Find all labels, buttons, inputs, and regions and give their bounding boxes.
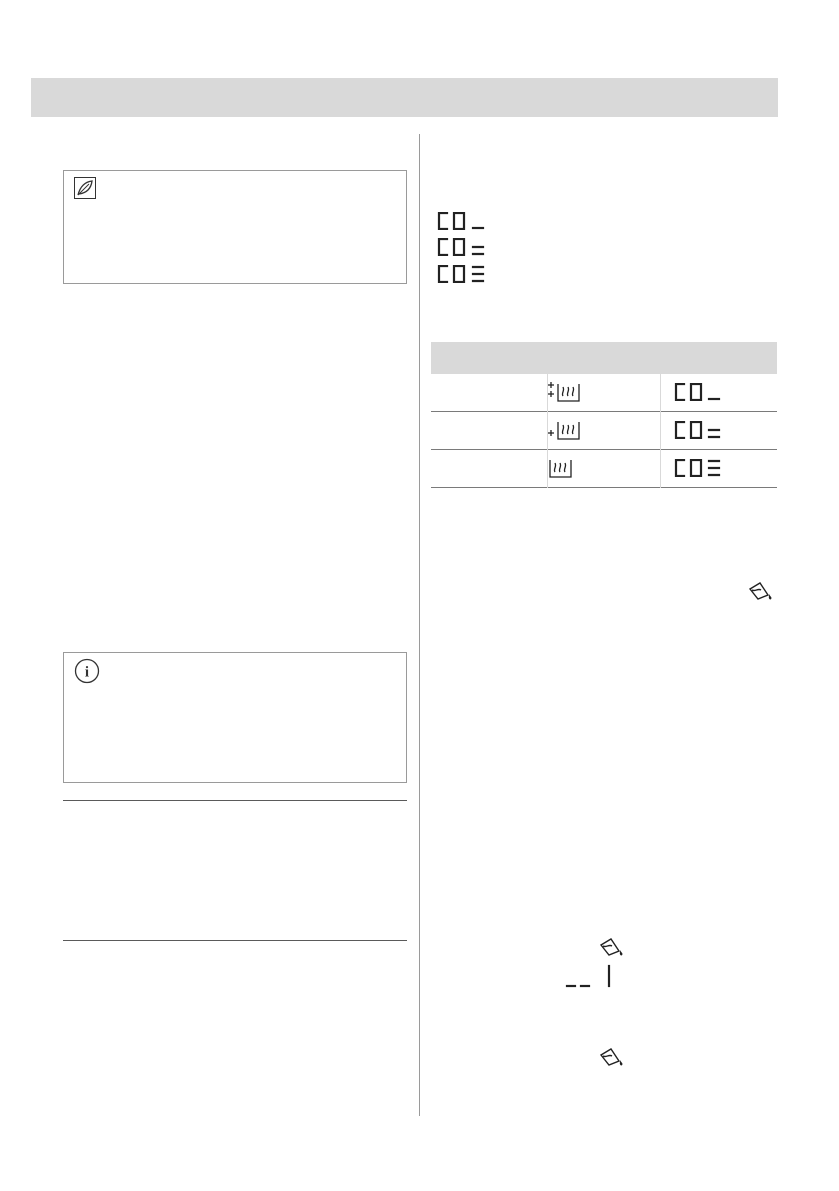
display-code-co-level-3 <box>437 265 487 283</box>
codes-table-header <box>431 342 777 374</box>
rinse-aid-icon <box>748 581 774 608</box>
heat-plus-icon <box>545 418 581 447</box>
display-code-co-level-1 <box>437 212 487 230</box>
table-column-divider <box>660 342 661 488</box>
row-code-co-level-3 <box>674 459 722 482</box>
leaf-icon <box>74 177 96 199</box>
table-row <box>431 374 777 412</box>
section-header-bar <box>31 78 778 117</box>
table-column-divider <box>547 342 548 488</box>
row-code-co-level-1 <box>674 383 722 406</box>
counter-display <box>565 964 615 988</box>
eco-note-box <box>63 170 407 284</box>
display-code-co-level-2 <box>437 238 487 256</box>
rinse-aid-icon <box>599 1047 625 1074</box>
row-code-co-level-2 <box>674 421 722 444</box>
column-divider <box>419 134 420 1116</box>
rinse-aid-icon <box>599 937 625 964</box>
heat-plus-plus-icon <box>545 380 581 409</box>
info-icon <box>74 658 100 684</box>
info-note-box <box>63 652 407 783</box>
section-rule-top <box>63 800 407 801</box>
codes-table <box>431 342 777 488</box>
section-rule-bottom <box>63 940 407 941</box>
heat-icon <box>545 456 581 485</box>
info-symbol: i <box>84 664 90 681</box>
table-row <box>431 450 777 488</box>
table-row <box>431 412 777 450</box>
